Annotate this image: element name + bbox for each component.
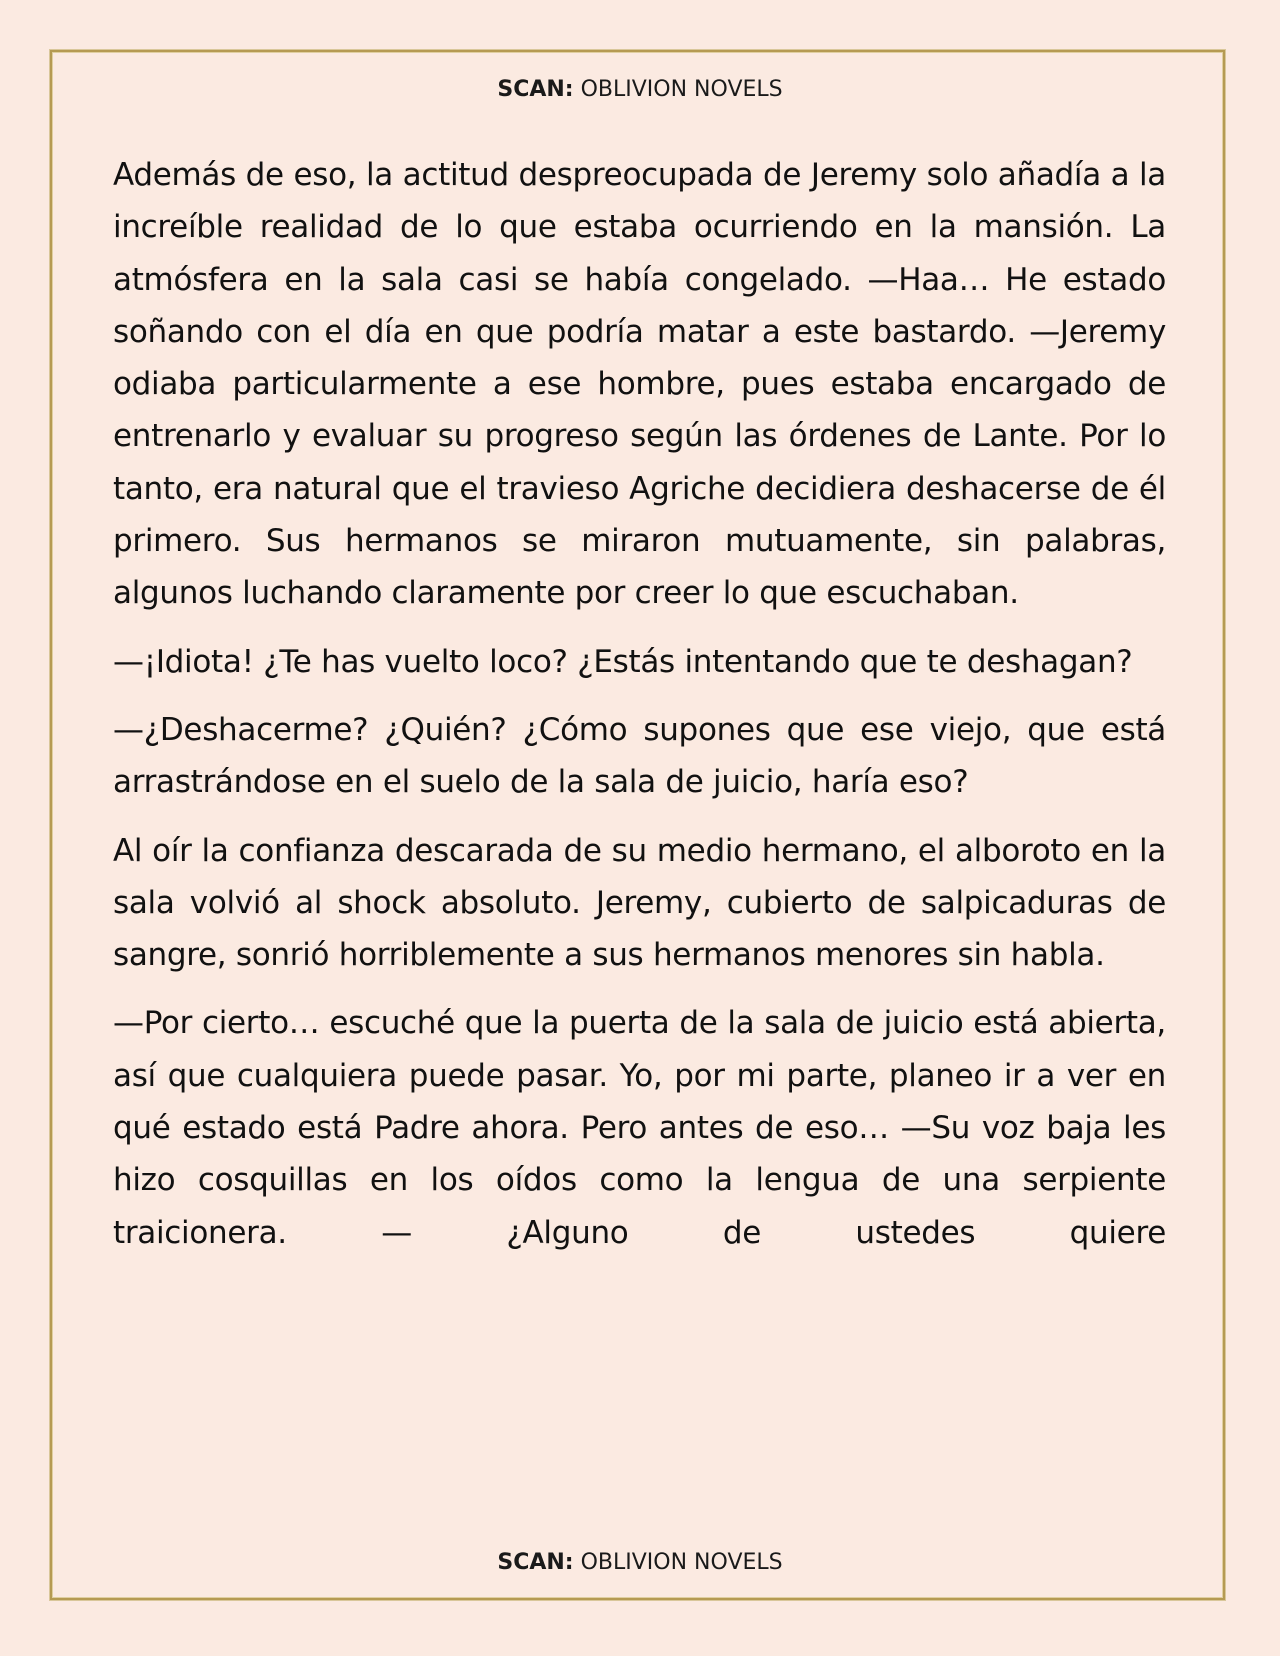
- scan-group-name: OBLIVION NOVELS: [580, 77, 783, 102]
- footer-scan-credit: [0, 1550, 1280, 1575]
- header-scan-credit: [0, 77, 1280, 102]
- page-body: [113, 149, 1166, 1275]
- paragraph: Al oír la confianza descarada de su medio hermano, el alboroto en la sala volvió al shock absoluto. Jeremy, cubierto de salpicaduras de sangre, sonrió horriblemente a sus hermanos menores sin habla.: [113, 832, 1166, 974]
- paragraph: —Por cierto… escuché que la puerta de la sala de juicio está abierta, así que cualquiera puede pasar. Yo, por mi parte, planeo ir a ver en qué estado está Padre ahora. Pero antes de eso… —Su voz baja les hizo cosquillas en los oídos como la lengua de una serpiente traicionera. — ¿Alguno de ustedes quiere: [113, 1005, 1166, 1251]
- scan-label: SCAN:: [497, 77, 574, 102]
- scan-group-name: OBLIVION NOVELS: [580, 1550, 783, 1575]
- paragraph: —¿Deshacerme? ¿Quién? ¿Cómo supones que ese viejo, que está arrastrándose en el suelo de la sala de juicio, haría eso?: [113, 711, 1166, 801]
- paragraph: Además de eso, la actitud despreocupada de Jeremy solo añadía a la increíble realidad de lo que estaba ocurriendo en la mansión. La atmósfera en la sala casi se había congelado. —Haa… He estado soñando con el día en que podría matar a este bastardo. —Jeremy odiaba particularmente a ese hombre, pues estaba encargado de entrenarlo y evaluar su progreso según las órdenes de Lante. Por lo tanto, era natural que el travieso Agriche decidiera deshacerse de él primero. Sus hermanos se miraron mutuamente, sin palabras, algunos luchando claramente por creer lo que escuchaban.: [113, 157, 1166, 612]
- paragraph: —¡Idiota! ¿Te has vuelto loco? ¿Estás intentando que te deshagan?: [113, 643, 1133, 680]
- scan-label: SCAN:: [497, 1550, 574, 1575]
